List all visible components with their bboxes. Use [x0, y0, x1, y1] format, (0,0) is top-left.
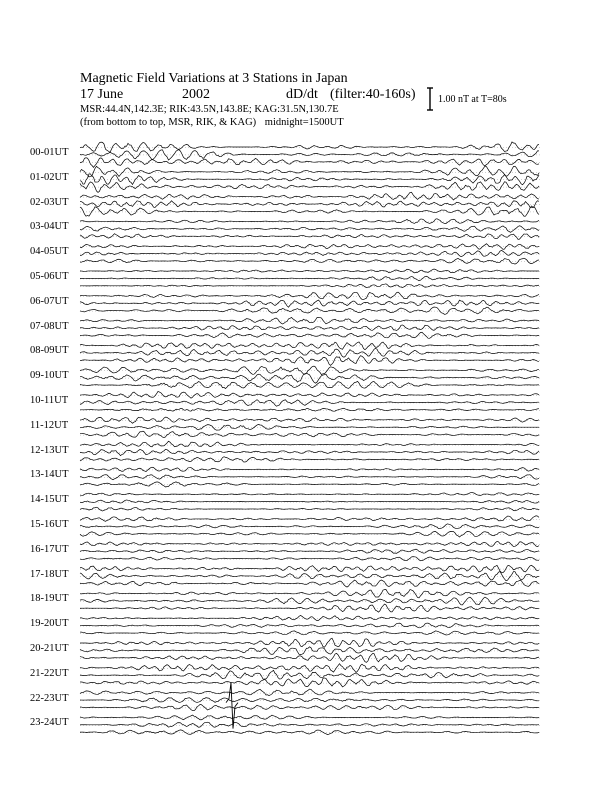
trace-MSR-09-10UT	[80, 381, 539, 388]
trace-RIK-17-18UT	[80, 572, 539, 581]
trace-RIK-04-05UT	[80, 250, 539, 256]
quantity-label: dD/dt	[286, 87, 318, 102]
hour-label-08-09UT: 08-09UT	[30, 345, 69, 357]
trace-RIK-12-13UT	[80, 449, 539, 455]
scale-label: 1.00 nT at T=80s	[438, 94, 507, 105]
midnight-text: midnight=1500UT	[264, 117, 344, 128]
trace-MSR-21-22UT	[80, 678, 539, 687]
trace-MSR-02-03UT	[80, 206, 539, 216]
trace-MSR-04-05UT	[80, 258, 539, 264]
order-text: (from bottom to top, MSR, RIK, & KAG)	[80, 117, 257, 128]
trace-KAG-01-02UT	[80, 166, 539, 177]
trace-KAG-02-03UT	[80, 192, 539, 200]
trace-MSR-10-11UT	[80, 408, 539, 411]
hour-label-15-16UT: 15-16UT	[30, 519, 69, 530]
trace-RIK-19-20UT	[80, 623, 539, 628]
trace-RIK-01-02UT	[80, 174, 539, 185]
trace-RIK-18-19UT	[80, 597, 539, 605]
hour-label-17-18UT: 17-18UT	[30, 568, 69, 580]
trace-RIK-05-06UT	[80, 276, 539, 280]
hour-label-18-19UT: 18-19UT	[30, 593, 69, 605]
trace-KAG-22-23UT	[80, 689, 539, 696]
trace-KAG-15-16UT	[80, 516, 539, 522]
trace-RIK-14-15UT	[80, 500, 539, 503]
trace-KAG-20-21UT	[80, 638, 539, 647]
hour-label-03-04UT: 03-04UT	[30, 221, 69, 233]
trace-MSR-17-18UT	[80, 580, 539, 587]
hour-label-09-10UT: 09-10UT	[30, 370, 69, 382]
trace-RIK-15-16UT	[80, 524, 539, 529]
hour-label-20-21UT: 20-21UT	[30, 643, 69, 654]
trace-KAG-07-08UT	[80, 317, 539, 324]
trace-KAG-23-24UT	[80, 715, 539, 720]
hour-label-22-23UT: 22-23UT	[30, 692, 69, 704]
trace-RIK-08-09UT	[80, 348, 539, 357]
trace-MSR-20-21UT	[80, 653, 539, 662]
hour-label-11-12UT: 11-12UT	[30, 419, 69, 431]
trace-MSR-22-23UT	[80, 705, 539, 711]
trace-KAG-13-14UT	[80, 467, 539, 471]
trace-KAG-17-18UT	[80, 565, 539, 572]
scale-bar	[427, 88, 433, 110]
trace-KAG-12-13UT	[80, 441, 539, 447]
trace-KAG-04-05UT	[80, 244, 539, 250]
hour-label-16-17UT: 16-17UT	[30, 543, 69, 555]
trace-MSR-16-17UT	[80, 557, 539, 561]
trace-KAG-19-20UT	[80, 615, 539, 620]
trace-MSR-23-24UT	[80, 730, 539, 735]
hour-label-06-07UT: 06-07UT	[30, 295, 69, 307]
hour-label-05-06UT: 05-06UT	[30, 271, 69, 282]
trace-MSR-11-12UT	[80, 431, 539, 437]
spike-event-trace	[226, 683, 238, 729]
trace-MSR-14-15UT	[80, 507, 539, 511]
hour-label-13-14UT: 13-14UT	[30, 469, 69, 481]
stations-line: MSR:44.4N,142.3E; RIK:43.5N,143.8E; KAG:31.5N,130.7E	[80, 104, 339, 115]
hour-label-10-11UT: 10-11UT	[30, 395, 69, 406]
trace-MSR-08-09UT	[80, 356, 539, 366]
hour-label-07-08UT: 07-08UT	[30, 320, 69, 332]
trace-RIK-20-21UT	[80, 647, 539, 655]
year-label: 2002	[182, 87, 210, 102]
trace-KAG-09-10UT	[80, 366, 539, 375]
trace-MSR-13-14UT	[80, 482, 539, 487]
trace-MSR-18-19UT	[80, 604, 539, 612]
trace-MSR-05-06UT	[80, 284, 539, 288]
trace-MSR-06-07UT	[80, 307, 539, 314]
trace-MSR-07-08UT	[80, 332, 539, 338]
trace-RIK-07-08UT	[80, 325, 539, 331]
hour-label-23-24UT: 23-24UT	[30, 717, 69, 729]
hour-label-02-03UT: 02-03UT	[30, 196, 69, 208]
filter-label: (filter:40-160s)	[330, 87, 416, 102]
hour-label-01-02UT: 01-02UT	[30, 171, 69, 183]
trace-MSR-19-20UT	[80, 631, 539, 635]
trace-MSR-00-01UT	[80, 158, 539, 168]
trace-KAG-05-06UT	[80, 269, 539, 273]
hour-label-19-20UT: 19-20UT	[30, 618, 69, 630]
trace-KAG-14-15UT	[80, 492, 539, 495]
trace-MSR-12-13UT	[80, 457, 539, 462]
trace-MSR-01-02UT	[80, 182, 539, 193]
trace-RIK-23-24UT	[80, 722, 539, 727]
hour-label-04-05UT: 04-05UT	[30, 246, 69, 258]
hour-label-21-22UT: 21-22UT	[30, 667, 69, 679]
trace-KAG-06-07UT	[80, 292, 539, 299]
trace-RIK-03-04UT	[80, 226, 539, 233]
hour-label-14-15UT: 14-15UT	[30, 494, 69, 506]
trace-RIK-16-17UT	[80, 549, 539, 553]
date-label: 17 June	[80, 87, 124, 102]
trace-KAG-03-04UT	[80, 219, 539, 224]
hour-label-12-13UT: 12-13UT	[30, 444, 69, 456]
trace-KAG-16-17UT	[80, 542, 539, 547]
trace-KAG-10-11UT	[80, 391, 539, 398]
trace-RIK-11-12UT	[80, 424, 539, 430]
trace-RIK-02-03UT	[80, 201, 539, 208]
hour-label-00-01UT: 00-01UT	[30, 147, 69, 158]
trace-KAG-18-19UT	[80, 589, 539, 597]
trace-RIK-22-23UT	[80, 698, 539, 703]
trace-RIK-21-22UT	[80, 670, 539, 679]
chart-title: Magnetic Field Variations at 3 Stations in Japan	[80, 71, 348, 86]
trace-KAG-00-01UT	[80, 142, 539, 153]
trace-MSR-03-04UT	[80, 234, 539, 240]
